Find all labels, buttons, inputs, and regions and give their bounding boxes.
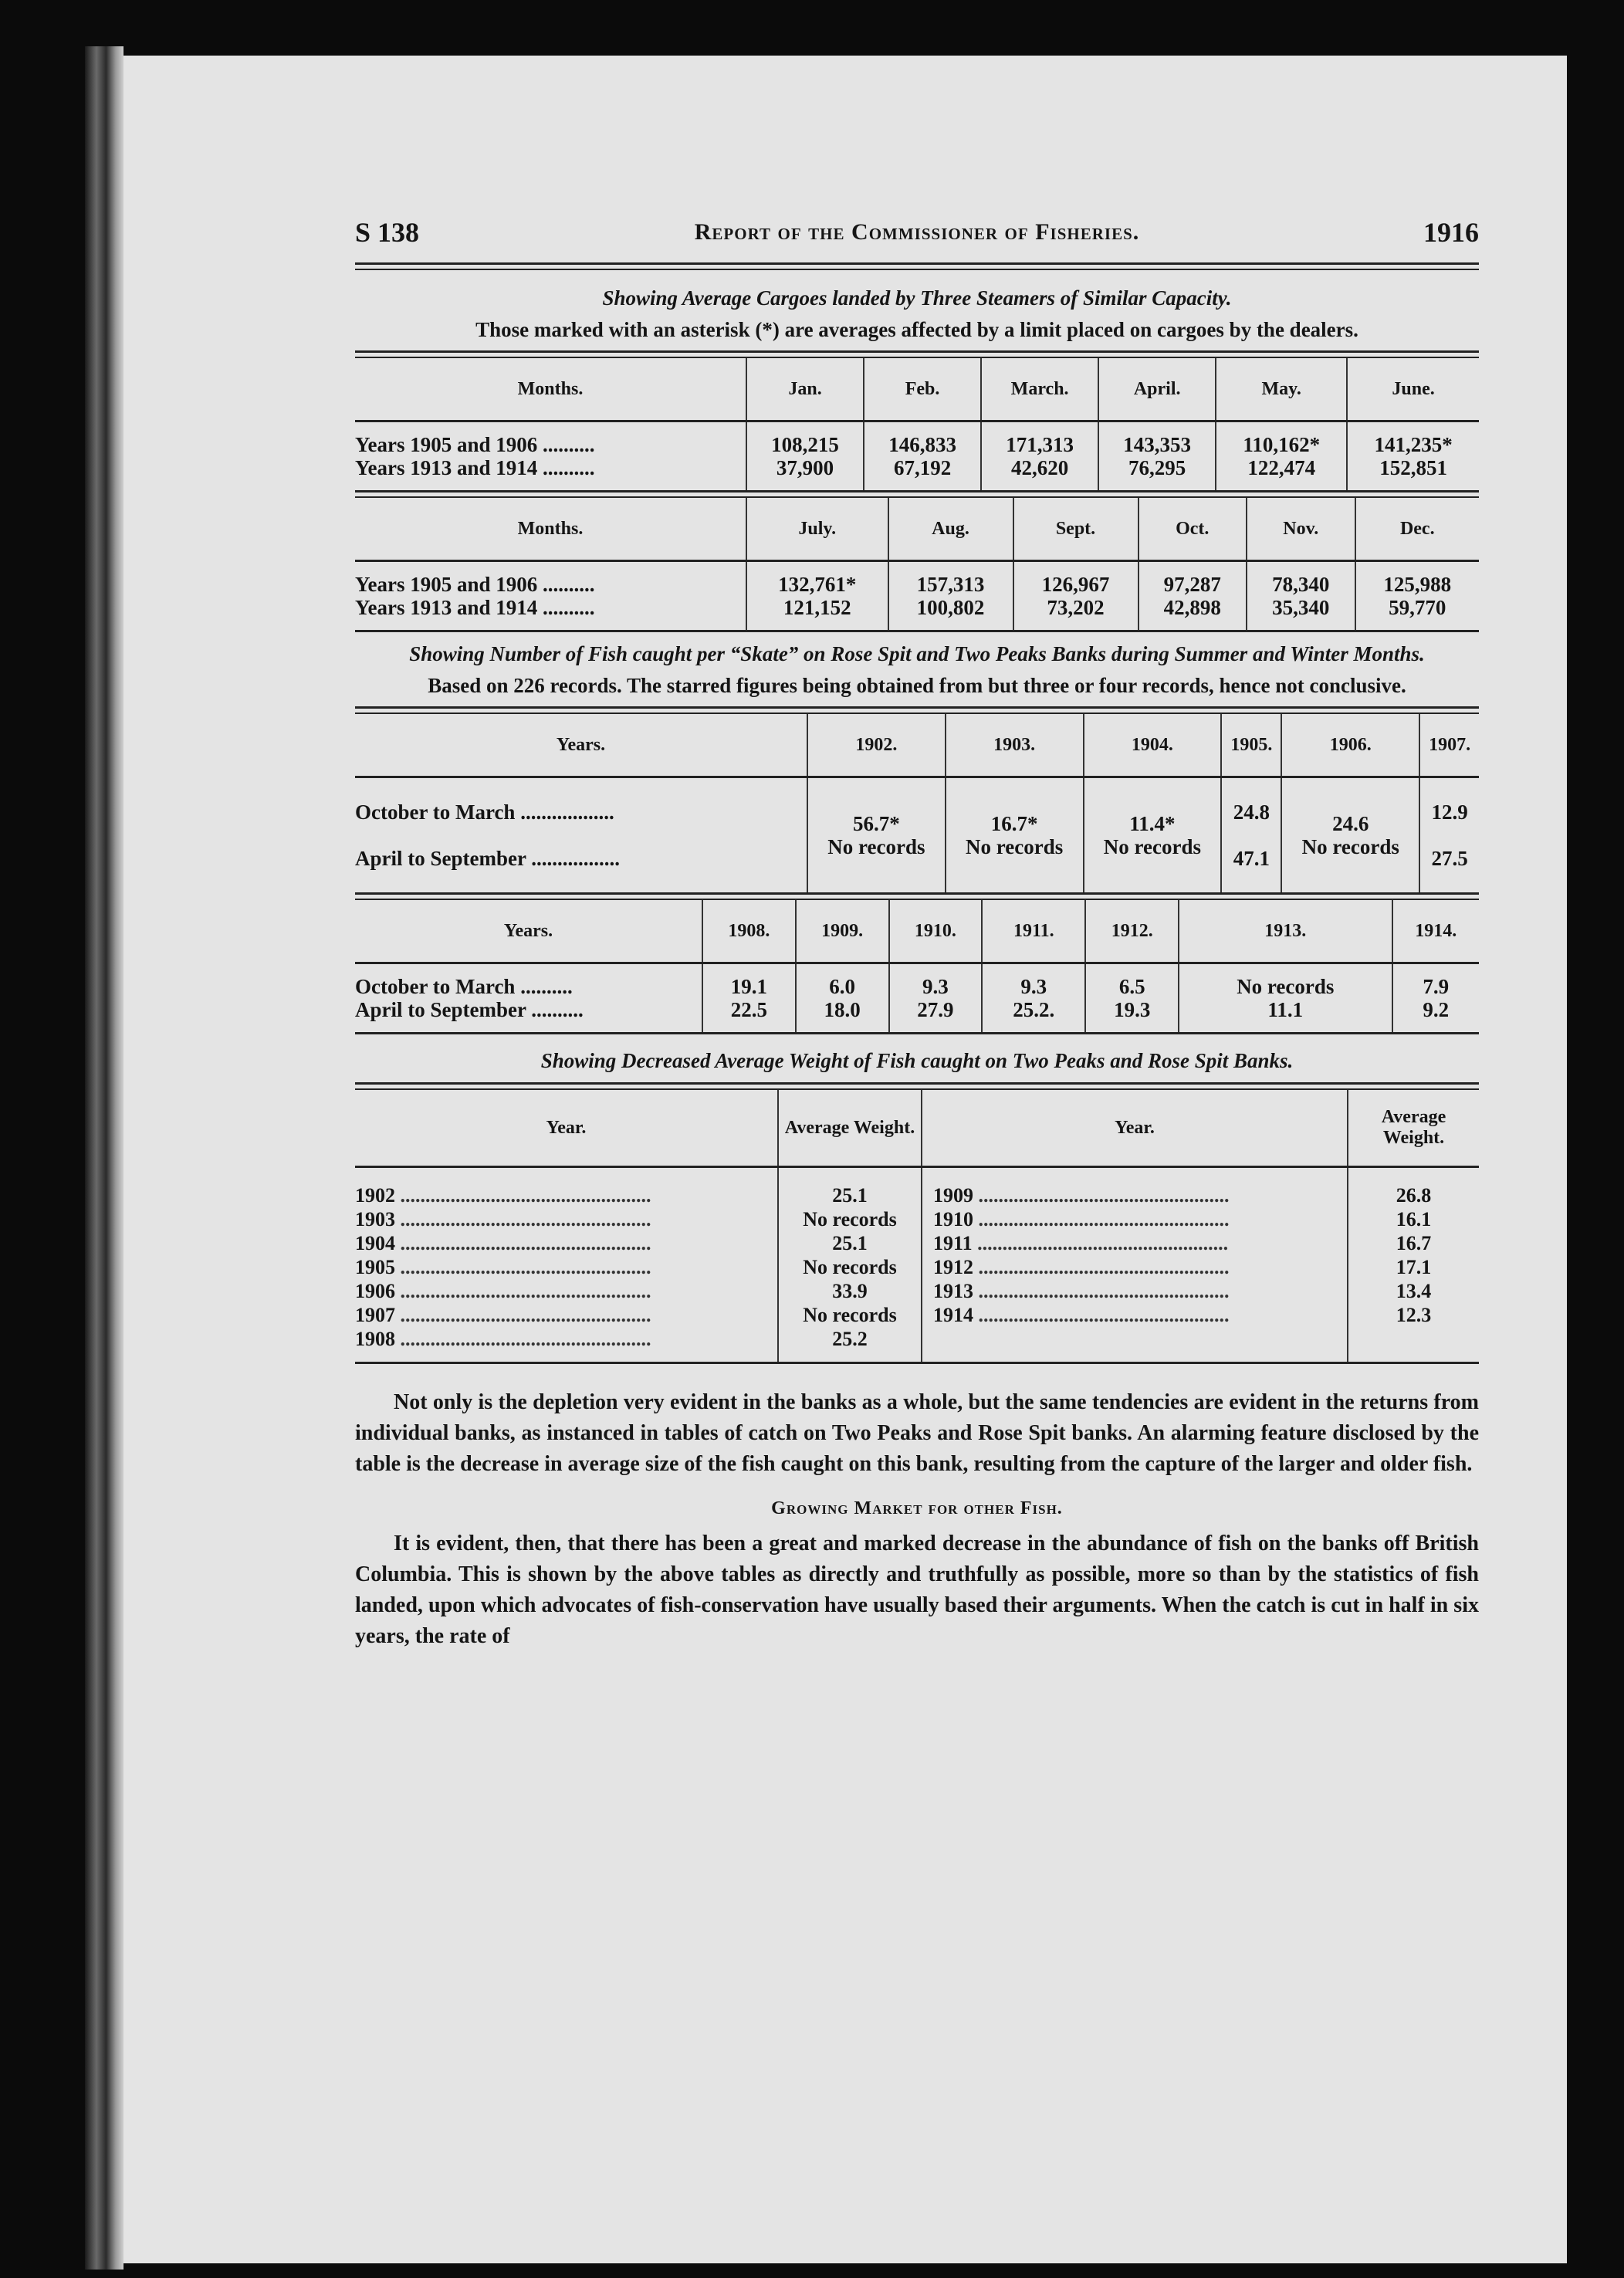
weight-value: 25.1 bbox=[832, 1232, 868, 1254]
cell-value: 37,900 bbox=[776, 456, 834, 479]
table-row bbox=[355, 777, 1479, 893]
header-cell: June. bbox=[1347, 358, 1479, 421]
table-cell bbox=[1138, 561, 1247, 631]
skate-caption: Showing Number of Fish caught per “Skate” on Rose Spit and Two Peaks Banks during Summer and Winter Months. bbox=[409, 642, 1425, 665]
weight-value: 25.1 bbox=[832, 1184, 868, 1207]
header-cell: Average Weight. bbox=[778, 1090, 922, 1167]
cell-value: 6.0 bbox=[829, 975, 855, 998]
cell-value: 56.7* bbox=[853, 812, 900, 835]
list-item: 1908 .................................................. bbox=[355, 1328, 651, 1350]
weight-value: No records bbox=[803, 1304, 897, 1326]
table-row bbox=[355, 1167, 1479, 1362]
cell-value: 27.9 bbox=[917, 998, 954, 1021]
year-column-right bbox=[922, 1167, 1348, 1362]
weight-value: No records bbox=[803, 1208, 897, 1230]
header-cell: 1904. bbox=[1084, 714, 1222, 777]
header-cell: April. bbox=[1098, 358, 1216, 421]
cargo-caption: Showing Average Cargoes landed by Three Steamers of Similar Capacity. bbox=[602, 286, 1232, 310]
list-item: 1904 .................................................. bbox=[355, 1232, 651, 1254]
cell-value: 7.9 bbox=[1423, 975, 1450, 998]
cargo-table-part2 bbox=[355, 498, 1479, 630]
cell-value: 157,313 bbox=[916, 573, 985, 596]
header-cell: 1902. bbox=[807, 714, 946, 777]
header-cell: Dec. bbox=[1355, 498, 1479, 561]
cell-value: 19.1 bbox=[730, 975, 767, 998]
table-cell bbox=[981, 421, 1098, 491]
header-year: 1916 bbox=[1423, 217, 1479, 248]
cell-value: 125,988 bbox=[1383, 573, 1452, 596]
year-value: 1911 bbox=[933, 1232, 973, 1254]
row-label-text: April to September .......... bbox=[355, 998, 584, 1021]
header-cell: 1911. bbox=[982, 900, 1085, 963]
cell-value: No records bbox=[1103, 835, 1202, 858]
cell-value: 171,313 bbox=[1006, 433, 1074, 456]
cell-value: 152,851 bbox=[1379, 456, 1447, 479]
year-value: 1904 bbox=[355, 1232, 395, 1254]
table-cell bbox=[1216, 421, 1347, 491]
table-cell bbox=[1013, 561, 1138, 631]
year-value: 1907 bbox=[355, 1304, 395, 1326]
skate-table-part2 bbox=[355, 900, 1479, 1032]
weight-column-left bbox=[778, 1167, 922, 1362]
weight-value: No records bbox=[803, 1256, 897, 1278]
table-cell bbox=[1355, 561, 1479, 631]
header-cell: Months. bbox=[355, 358, 746, 421]
body-paragraph: It is evident, then, that there has been a great and marked decrease in the abundance of fish on the banks off British Columbia. This is shown by the above tables as directly and truthfully as possible, more so than by the statistics of fish landed, upon which advocates of fish-conservation have usually based their arguments. When the catch is cut in half in six years, the rate of bbox=[355, 1532, 1479, 1648]
header-cell: May. bbox=[1216, 358, 1347, 421]
list-item: 1905 .................................................. bbox=[355, 1256, 651, 1278]
table-row bbox=[355, 421, 1479, 491]
table-cell bbox=[746, 561, 888, 631]
cell-value: 9.2 bbox=[1423, 998, 1450, 1021]
header-cell: 1903. bbox=[946, 714, 1084, 777]
table-cell bbox=[888, 561, 1013, 631]
cell-value: 9.3 bbox=[922, 975, 949, 998]
list-item: 1906 .................................................. bbox=[355, 1280, 651, 1302]
row-label-text: Years 1905 and 1906 .......... bbox=[355, 433, 595, 456]
cargo-table-part1 bbox=[355, 358, 1479, 490]
table-cell bbox=[796, 963, 889, 1033]
cell-value: 42,898 bbox=[1163, 596, 1221, 619]
header-cell: 1908. bbox=[702, 900, 796, 963]
list-item: 1913 .................................................. bbox=[933, 1280, 1230, 1302]
header-cell: 1906. bbox=[1281, 714, 1419, 777]
table-cell bbox=[1085, 963, 1179, 1033]
cell-value: 110,162* bbox=[1243, 433, 1321, 456]
cell-value: 121,152 bbox=[783, 596, 851, 619]
cell-value: 11.1 bbox=[1267, 998, 1304, 1021]
list-item: 1910 .................................................. bbox=[933, 1208, 1230, 1230]
year-value: 1912 bbox=[933, 1256, 973, 1278]
table-cell bbox=[1221, 777, 1281, 893]
weight-value: 13.4 bbox=[1396, 1280, 1432, 1302]
row-label bbox=[355, 421, 746, 491]
cell-value: 76,295 bbox=[1128, 456, 1186, 479]
cell-value: 24.6 bbox=[1332, 812, 1369, 835]
cell-value: 67,192 bbox=[893, 456, 952, 479]
header-cell: Year. bbox=[922, 1090, 1348, 1167]
cell-value: 11.4* bbox=[1129, 812, 1176, 835]
weight-value: 12.3 bbox=[1396, 1304, 1432, 1326]
cell-value: 19.3 bbox=[1114, 998, 1151, 1021]
weight-column-right bbox=[1348, 1167, 1479, 1362]
year-value: 1913 bbox=[933, 1280, 973, 1302]
table-rule bbox=[355, 490, 1479, 498]
year-value: 1914 bbox=[933, 1304, 973, 1326]
list-item: 1907 .................................................. bbox=[355, 1304, 651, 1326]
year-value: 1906 bbox=[355, 1280, 395, 1302]
header-cell: Sept. bbox=[1013, 498, 1138, 561]
cell-value: 126,967 bbox=[1041, 573, 1110, 596]
weight-caption: Showing Decreased Average Weight of Fish caught on Two Peaks and Rose Spit Banks. bbox=[540, 1049, 1294, 1072]
year-value: 1908 bbox=[355, 1328, 395, 1350]
row-label bbox=[355, 963, 702, 1033]
year-value: 1909 bbox=[933, 1184, 973, 1207]
table-cell bbox=[889, 963, 983, 1033]
cell-value: 141,235* bbox=[1374, 433, 1453, 456]
cell-value: 42,620 bbox=[1010, 456, 1069, 479]
table-cell bbox=[1347, 421, 1479, 491]
table-rule bbox=[355, 630, 1479, 632]
header-cell: July. bbox=[746, 498, 888, 561]
header-rule bbox=[355, 262, 1479, 270]
page-number: S 138 bbox=[355, 217, 420, 248]
table-cell bbox=[1392, 963, 1479, 1033]
header-cell: Nov. bbox=[1247, 498, 1355, 561]
cell-value: 22.5 bbox=[730, 998, 767, 1021]
skate-note: Based on 226 records. The starred figures being obtained from but three or four records, hence not conclusive. bbox=[428, 674, 1406, 697]
list-item: 1911 .................................................. bbox=[933, 1232, 1229, 1254]
cell-value: 73,202 bbox=[1047, 596, 1105, 619]
table-rule bbox=[355, 892, 1479, 900]
weight-table bbox=[355, 1090, 1479, 1362]
list-item: 1902 .................................................. bbox=[355, 1184, 651, 1207]
weight-value: 33.9 bbox=[832, 1280, 868, 1302]
row-label bbox=[355, 777, 807, 893]
header-cell: Year. bbox=[355, 1090, 778, 1167]
skate-table-part1 bbox=[355, 714, 1479, 892]
cell-value: 24.8 bbox=[1233, 801, 1270, 824]
weight-value: 26.8 bbox=[1396, 1184, 1432, 1207]
header-cell: 1913. bbox=[1179, 900, 1392, 963]
header-cell: Average Weight. bbox=[1348, 1090, 1479, 1167]
row-label-text: October to March .................. bbox=[355, 801, 614, 824]
table-cell bbox=[864, 421, 981, 491]
cell-value: 35,340 bbox=[1272, 596, 1330, 619]
cell-value: 132,761* bbox=[778, 573, 857, 596]
header-cell: Oct. bbox=[1138, 498, 1247, 561]
weight-value: 16.1 bbox=[1396, 1208, 1432, 1230]
cell-value: 146,833 bbox=[888, 433, 956, 456]
section-heading: Growing Market for other Fish. bbox=[771, 1498, 1063, 1518]
weight-value: 25.2 bbox=[832, 1328, 868, 1350]
year-value: 1903 bbox=[355, 1208, 395, 1230]
cell-value: 12.9 bbox=[1431, 801, 1468, 824]
header-cell: Jan. bbox=[746, 358, 864, 421]
table-cell bbox=[1419, 777, 1479, 893]
list-item: 1912 .................................................. bbox=[933, 1256, 1230, 1278]
row-label-text: Years 1905 and 1906 .......... bbox=[355, 573, 595, 596]
header-cell: 1914. bbox=[1392, 900, 1479, 963]
table-cell bbox=[1247, 561, 1355, 631]
list-item: 1914 .................................................. bbox=[933, 1304, 1230, 1326]
page-header bbox=[355, 216, 1479, 255]
table-rule bbox=[355, 350, 1479, 358]
cell-value: 97,287 bbox=[1163, 573, 1221, 596]
year-value: 1910 bbox=[933, 1208, 973, 1230]
header-cell: March. bbox=[981, 358, 1098, 421]
table-rule bbox=[355, 1362, 1479, 1364]
header-cell: Years. bbox=[355, 900, 702, 963]
year-value: 1905 bbox=[355, 1256, 395, 1278]
header-cell: 1905. bbox=[1221, 714, 1281, 777]
table-rule bbox=[355, 1032, 1479, 1034]
cell-value: No records bbox=[966, 835, 1064, 858]
cell-value: 108,215 bbox=[771, 433, 839, 456]
cell-value: 78,340 bbox=[1272, 573, 1330, 596]
row-label-text: Years 1913 and 1914 .......... bbox=[355, 596, 595, 619]
page-content bbox=[355, 216, 1479, 1652]
cell-value: 47.1 bbox=[1233, 847, 1270, 870]
table-cell bbox=[702, 963, 796, 1033]
table-cell bbox=[946, 777, 1084, 893]
row-label-text: Years 1913 and 1914 .......... bbox=[355, 456, 595, 479]
header-cell: Months. bbox=[355, 498, 746, 561]
cell-value: 27.5 bbox=[1431, 847, 1468, 870]
list-item: 1909 .................................................. bbox=[933, 1184, 1230, 1207]
table-rule bbox=[355, 1082, 1479, 1090]
table-cell bbox=[982, 963, 1085, 1033]
running-title: Report of the Commissioner of Fisheries. bbox=[694, 219, 1140, 245]
cell-value: 9.3 bbox=[1020, 975, 1047, 998]
body-paragraph: Not only is the depletion very evident in the banks as a whole, but the same tendencies are evident in the returns from individual banks, as instanced in tables of catch on Two Peaks and Rose Spit banks. An alarming feature disclosed by the table is the decrease in average size of the fish caught on this bank, resulting from the capture of the larger and older fish. bbox=[355, 1390, 1479, 1476]
table-rule bbox=[355, 706, 1479, 714]
cell-value: 16.7* bbox=[990, 812, 1038, 835]
header-cell: Aug. bbox=[888, 498, 1013, 561]
book-spine bbox=[85, 46, 123, 2270]
row-label bbox=[355, 561, 746, 631]
header-cell: 1910. bbox=[889, 900, 983, 963]
year-value: 1902 bbox=[355, 1184, 395, 1207]
cell-value: No records bbox=[1301, 835, 1399, 858]
table-cell bbox=[746, 421, 864, 491]
row-label-text: April to September ................. bbox=[355, 847, 620, 870]
cell-value: 122,474 bbox=[1247, 456, 1316, 479]
weight-value: 17.1 bbox=[1396, 1256, 1432, 1278]
cell-value: 6.5 bbox=[1118, 975, 1145, 998]
table-cell bbox=[1281, 777, 1419, 893]
list-item: 1903 .................................................. bbox=[355, 1208, 651, 1230]
cell-value: 59,770 bbox=[1389, 596, 1446, 619]
header-cell: Feb. bbox=[864, 358, 981, 421]
weight-value: 16.7 bbox=[1396, 1232, 1432, 1254]
cell-value: No records bbox=[1237, 975, 1335, 998]
cell-value: 25.2. bbox=[1013, 998, 1055, 1021]
cargo-note: Those marked with an asterisk (*) are averages affected by a limit placed on cargoes by the dealers. bbox=[475, 318, 1358, 341]
cell-value: 18.0 bbox=[824, 998, 861, 1021]
table-cell bbox=[1084, 777, 1222, 893]
header-cell: Years. bbox=[355, 714, 807, 777]
header-cell: 1909. bbox=[796, 900, 889, 963]
header-cell: 1907. bbox=[1419, 714, 1479, 777]
year-column-left bbox=[355, 1167, 778, 1362]
cell-value: 143,353 bbox=[1123, 433, 1192, 456]
table-row bbox=[355, 963, 1479, 1033]
cell-value: No records bbox=[827, 835, 925, 858]
table-row bbox=[355, 561, 1479, 631]
header-cell: 1912. bbox=[1085, 900, 1179, 963]
row-label-text: October to March .......... bbox=[355, 975, 573, 998]
table-cell bbox=[1098, 421, 1216, 491]
table-cell bbox=[1179, 963, 1392, 1033]
table-cell bbox=[807, 777, 946, 893]
cell-value: 100,802 bbox=[916, 596, 985, 619]
